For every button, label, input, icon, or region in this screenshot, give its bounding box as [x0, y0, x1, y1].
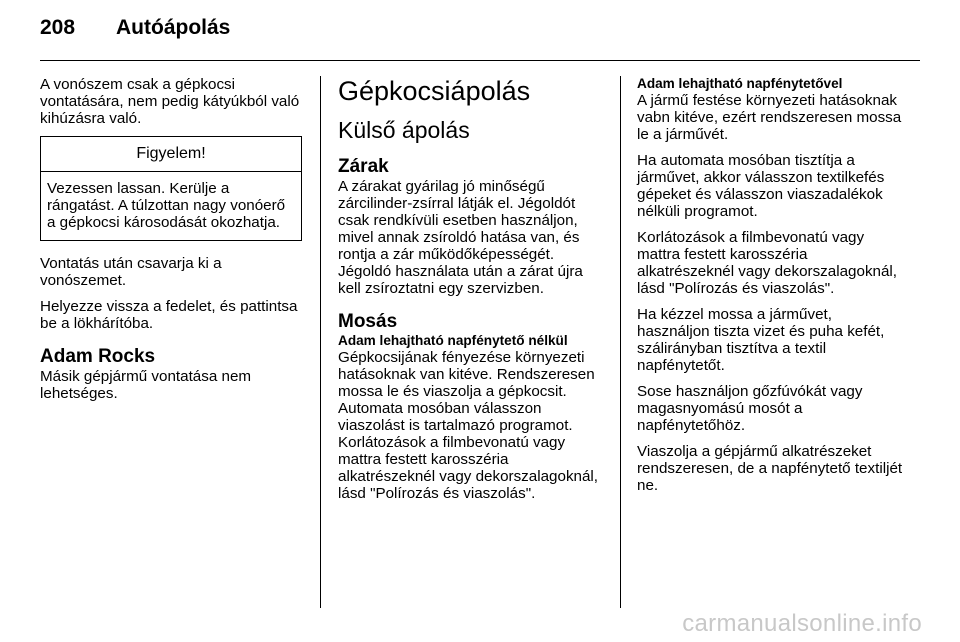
header-rule [40, 60, 920, 61]
page-title: Autóápolás [116, 16, 231, 39]
page-header [40, 16, 230, 40]
locks-text: A zárakat gyárilag jó minőségű zárcilinder-zsírral látják el. Jégoldót csak rendkívüli esetben használjon, mivel annak zsíroldó hatása van, és rontja a zár működőképességét. Jégoldó használata után a zárat újra kell zsíroztatni egy szervizben. [338, 178, 583, 297]
warning-box [40, 136, 302, 241]
warning-body: Vezessen lassan. Kerülje a rángatást. A túlzottan nagy vonóerő a gépkocsi károsodását okozhatja. [47, 180, 286, 231]
washing-text: Gépkocsijának fényezése környezeti hatásoknak van kitéve. Rendszeresen mossa le és viaszolja a gépkocsit. Automata mosóban válasszon viaszolást is tartalmazó programot. Korlátozások a filmbevonatú vagy mattra festett karosszéria alkatrészeknél vagy dekorszalagoknál, lásd "Polírozás és viaszolás". [338, 349, 599, 502]
locks-heading: Zárak [338, 156, 389, 177]
adam-rocks-heading: Adam Rocks [40, 346, 156, 367]
sunroof-paragraph-2: Ha automata mosóban tisztítja a járművet, akkor válasszon textilkefés gépeket és válasszon viaszadalékok nélküli programot. [637, 152, 885, 220]
sunroof-paragraph-3: Korlátozások a filmbevonatú vagy mattra festett karosszéria alkatrészeknél vagy dekorszalagoknál, lásd "Polírozás és viaszolás". [637, 229, 898, 297]
column-1 [40, 76, 302, 411]
sunroof-paragraph-1: A jármű festése környezeti hatásoknak vabn kitéve, ezért rendszeresen mossa le a járművét. [637, 92, 902, 143]
sunroof-paragraph-4: Ha kézzel mossa a járművet, használjon tiszta vizet és puha kefét, szálirányban tisztítva a textil napfénytetőt. [637, 306, 885, 374]
section-title: Gépkocsiápolás [338, 76, 531, 106]
adam-rocks-text: Másik gépjármű vontatása nem lehetséges. [40, 368, 252, 402]
column-2 [338, 76, 608, 511]
cover-paragraph: Helyezze vissza a fedelet, és pattintsa be a lökhárítóba. [40, 298, 298, 332]
sunroof-heading: Adam lehajtható napfénytetővel [637, 76, 843, 91]
towing-paragraph: Vontatás után csavarja ki a vonószemet. [40, 255, 222, 289]
intro-paragraph: A vonószem csak a gépkocsi vontatására, nem pedig kátyúkból való kihúzásra való. [40, 76, 300, 127]
column-3 [637, 76, 905, 503]
page-number: 208 [40, 16, 76, 39]
sunroof-paragraph-5: Sose használjon gőzfúvókát vagy magasnyomású mosót a napfénytetőhöz. [637, 383, 863, 434]
watermark: carmanualsonline.info [682, 610, 922, 637]
warning-title: Figyelem! [41, 137, 301, 172]
column-divider-1 [320, 76, 321, 608]
washing-subheading: Adam lehajtható napfénytető nélkül [338, 333, 568, 348]
column-divider-2 [620, 76, 621, 608]
sunroof-paragraph-6: Viaszolja a gépjármű alkatrészeket rendszeresen, de a napfénytető textiljét ne. [637, 443, 903, 494]
washing-heading: Mosás [338, 311, 398, 332]
section-subtitle: Külső ápolás [338, 117, 470, 143]
